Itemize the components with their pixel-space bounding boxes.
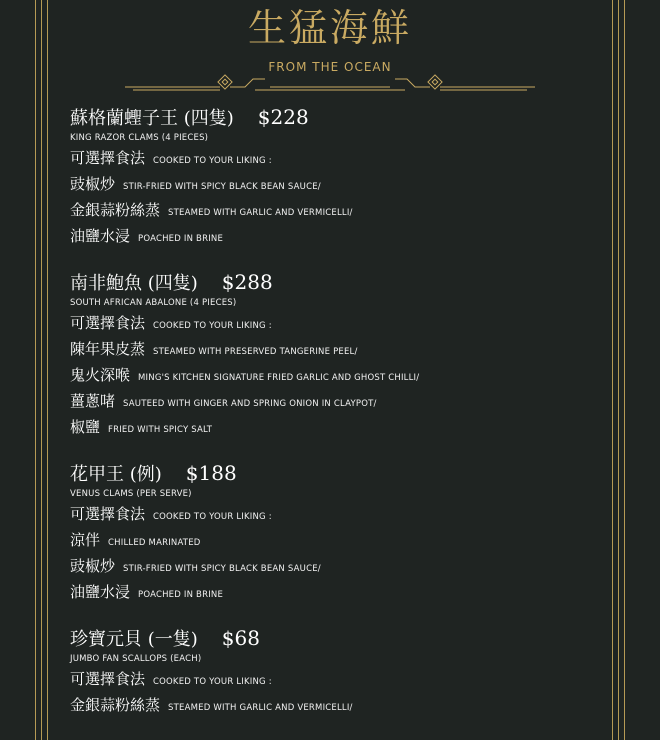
menu-item xyxy=(70,458,610,605)
cooking-option xyxy=(70,666,610,692)
page-title: 生猛海鮮 xyxy=(247,6,412,50)
option-en: CHILLED MARINATED xyxy=(108,538,201,548)
option-zh: 薑蔥啫 xyxy=(70,392,116,410)
cooking-option xyxy=(70,527,610,553)
option-en: POACHED IN BRINE xyxy=(138,590,224,600)
option-en: STEAMED WITH GARLIC AND VERMICELLI/ xyxy=(168,703,353,713)
option-zh: 可選擇食法 xyxy=(70,149,146,167)
option-zh: 金銀蒜粉絲蒸 xyxy=(70,696,161,714)
page-subtitle: FROM THE OCEAN xyxy=(268,60,392,74)
cooking-option xyxy=(70,692,610,718)
option-en: STIR-FRIED WITH SPICY BLACK BEAN SAUCE/ xyxy=(123,182,321,192)
option-zh: 油鹽水浸 xyxy=(70,583,131,601)
item-name-en: SOUTH AFRICAN ABALONE (4 PIECES) xyxy=(70,298,237,308)
border-line-right-middle xyxy=(618,0,619,740)
option-en: COOKED TO YOUR LIKING : xyxy=(153,156,272,166)
cooking-option xyxy=(70,553,610,579)
item-price: $188 xyxy=(185,461,237,485)
item-name-en: KING RAZOR CLAMS (4 PIECES) xyxy=(70,133,209,143)
cooking-option xyxy=(70,145,610,171)
option-zh: 可選擇食法 xyxy=(70,670,146,688)
border-line-left-inner xyxy=(47,0,48,740)
menu-item xyxy=(70,267,610,440)
art-deco-divider-icon xyxy=(125,71,535,97)
menu-item xyxy=(70,623,610,718)
option-en: SAUTEED WITH GINGER AND SPRING ONION IN CLAYPOT/ xyxy=(123,399,377,409)
item-name-zh: 南非鮑魚 (四隻) xyxy=(70,273,198,294)
option-zh: 涼伴 xyxy=(70,531,101,549)
item-price: $68 xyxy=(221,626,260,650)
cooking-option xyxy=(70,501,610,527)
cooking-option xyxy=(70,336,610,362)
cooking-option xyxy=(70,171,610,197)
cooking-option xyxy=(70,579,610,605)
cooking-option xyxy=(70,362,610,388)
border-line-right-inner xyxy=(612,0,613,740)
option-en: STIR-FRIED WITH SPICY BLACK BEAN SAUCE/ xyxy=(123,564,321,574)
menu-header xyxy=(0,0,660,100)
option-zh: 豉椒炒 xyxy=(70,557,116,575)
option-en: STEAMED WITH GARLIC AND VERMICELLI/ xyxy=(168,208,353,218)
border-line-left-middle xyxy=(41,0,42,740)
item-name-zh: 花甲王 (例) xyxy=(70,464,162,485)
option-en: STEAMED WITH PRESERVED TANGERINE PEEL/ xyxy=(153,347,358,357)
menu-item xyxy=(70,102,610,249)
option-en: FRIED WITH SPICY SALT xyxy=(108,425,213,435)
option-en: COOKED TO YOUR LIKING : xyxy=(153,512,272,522)
border-line-right-outer xyxy=(624,0,625,740)
item-price: $228 xyxy=(257,105,309,129)
option-en: POACHED IN BRINE xyxy=(138,234,224,244)
border-line-left-outer xyxy=(35,0,36,740)
option-zh: 可選擇食法 xyxy=(70,505,146,523)
option-zh: 椒鹽 xyxy=(70,418,101,436)
cooking-option xyxy=(70,414,610,440)
item-name-en: VENUS CLAMS (PER SERVE) xyxy=(70,489,192,499)
option-zh: 鬼火深喉 xyxy=(70,366,131,384)
item-price: $288 xyxy=(221,270,273,294)
option-zh: 陳年果皮蒸 xyxy=(70,340,146,358)
cooking-option xyxy=(70,197,610,223)
item-name-zh: 蘇格蘭蟶子王 (四隻) xyxy=(70,108,234,129)
option-zh: 金銀蒜粉絲蒸 xyxy=(70,201,161,219)
option-en: MING'S KITCHEN SIGNATURE FRIED GARLIC AND GHOST CHILLI/ xyxy=(138,373,420,383)
cooking-option xyxy=(70,310,610,336)
option-en: COOKED TO YOUR LIKING : xyxy=(153,321,272,331)
option-zh: 油鹽水浸 xyxy=(70,227,131,245)
option-en: COOKED TO YOUR LIKING : xyxy=(153,677,272,687)
cooking-option xyxy=(70,223,610,249)
menu-content xyxy=(70,102,610,736)
item-name-zh: 珍寶元貝 (一隻) xyxy=(70,629,198,650)
option-zh: 豉椒炒 xyxy=(70,175,116,193)
item-name-en: JUMBO FAN SCALLOPS (EACH) xyxy=(70,654,202,664)
option-zh: 可選擇食法 xyxy=(70,314,146,332)
cooking-option xyxy=(70,388,610,414)
